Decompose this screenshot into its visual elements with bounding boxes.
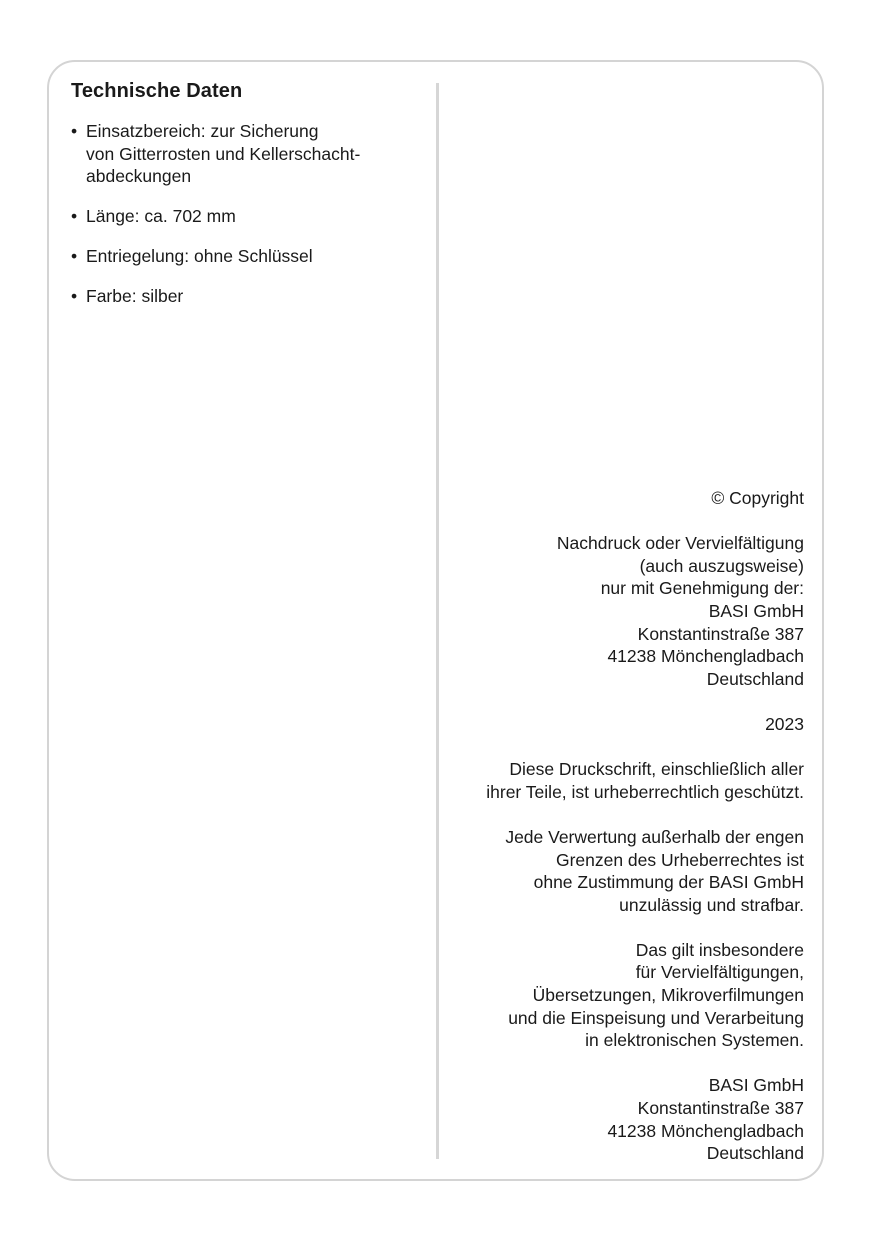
usage-notice: Jede Verwertung außerhalb der engen Grenzen des Urheberrechtes ist ohne Zustimmung der BASI GmbH unzulässig und strafbar. (505, 826, 804, 915)
spec-text: Farbe: silber (86, 286, 184, 306)
spec-item-length (71, 205, 416, 228)
column-divider (436, 83, 439, 1159)
company-address: BASI GmbH Konstantinstraße 387 41238 Mönchengladbach Deutschland (607, 1075, 804, 1164)
spec-text: Länge: ca. 702 mm (86, 206, 236, 226)
spec-list (71, 120, 416, 308)
spec-text: Einsatzbereich: zur Sicherung von Gitterrosten und Kellerschacht- abdeckungen (86, 121, 361, 186)
bullet-icon: • (71, 286, 78, 306)
protection-notice: Diese Druckschrift, einschließlich aller ihrer Teile, ist urheberrechtlich geschützt. (486, 759, 804, 802)
spec-item-unlocking (71, 245, 416, 268)
copyright-heading: © Copyright (711, 488, 804, 508)
bullet-icon: • (71, 206, 78, 226)
spec-item-color (71, 285, 416, 308)
spec-text: Entriegelung: ohne Schlüssel (86, 246, 313, 266)
reprint-notice: Nachdruck oder Vervielfältigung (auch auszugsweise) nur mit Genehmigung der: BASI GmbH Konstantinstraße 387 41238 Mönchengladbach Deutschland (556, 533, 804, 689)
section-title: Technische Daten (71, 80, 243, 102)
spec-item-application (71, 120, 416, 188)
bullet-icon: • (71, 121, 78, 141)
copyright-section (444, 487, 804, 1165)
bullet-icon: • (71, 246, 78, 266)
copyright-year: 2023 (765, 713, 804, 734)
scope-notice: Das gilt insbesondere für Vervielfältigungen, Übersetzungen, Mikroverfilmungen und die Einspeisung und Verarbeitung in elektronischen Systemen. (508, 939, 804, 1051)
technical-data-section (71, 78, 416, 325)
